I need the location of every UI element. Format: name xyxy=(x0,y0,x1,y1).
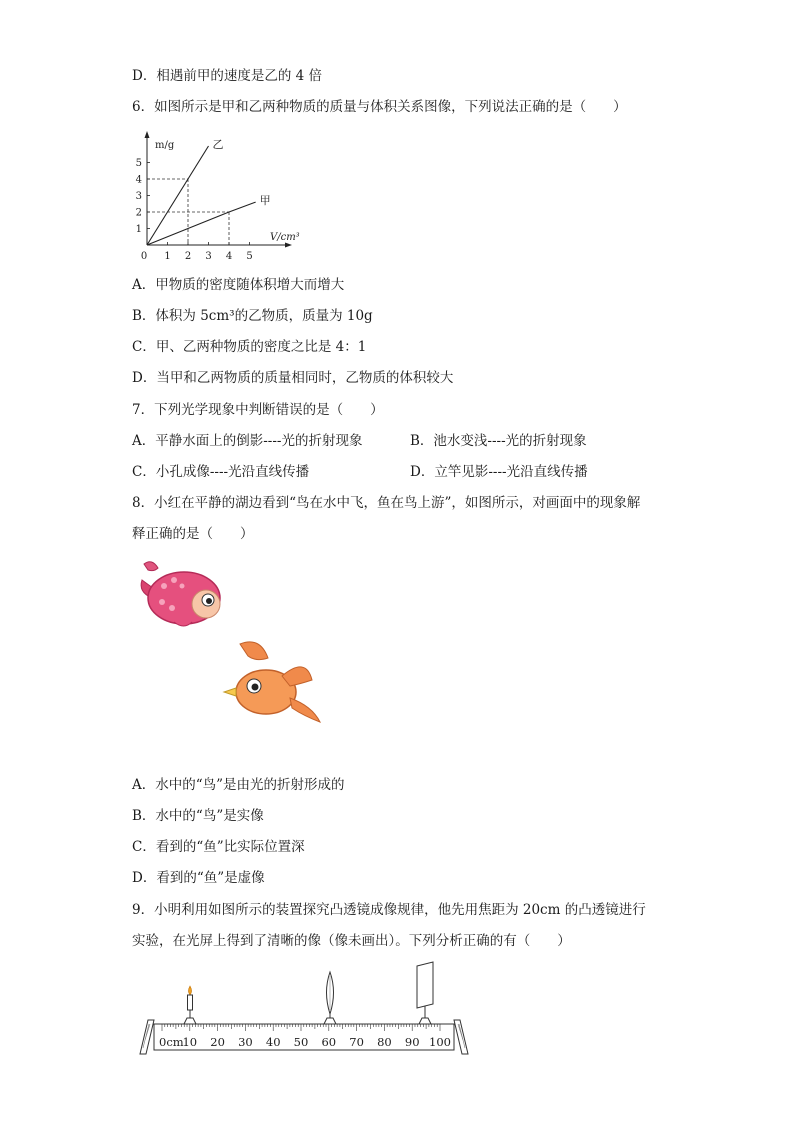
bench-label-1: 10 xyxy=(182,1035,198,1049)
convex-lens xyxy=(324,972,336,1024)
mass-volume-chart xyxy=(132,128,300,268)
x-tick-label-0: 0 xyxy=(140,251,148,262)
y-axis-arrow xyxy=(145,131,150,138)
y-tick-label-1: 2 xyxy=(135,207,142,219)
bench-label-6: 60 xyxy=(321,1035,337,1049)
q7-stem: 7．下列光学现象中判断错误的是（ ） xyxy=(132,402,384,418)
bench-label-7: 70 xyxy=(349,1035,364,1049)
q8-stem-line2: 释正确的是（ ） xyxy=(132,526,254,542)
candle xyxy=(184,986,196,1024)
y-axis-label: m/g xyxy=(155,140,175,151)
series-label-1: 甲 xyxy=(259,194,271,208)
x-axis-label: V/cm³ xyxy=(270,232,300,243)
q8-option-b: B．水中的“鸟”是实像 xyxy=(132,808,264,824)
series-line-1 xyxy=(147,202,256,245)
q6-stem: 6．如图所示是甲和乙两种物质的质量与体积关系图像，下列说法正确的是（ ） xyxy=(132,99,627,115)
x-tick-label-2: 2 xyxy=(184,251,192,262)
q7-option-c: C．小孔成像----光沿直线传播 xyxy=(132,464,310,480)
q9-stem-line2: 实验，在光屏上得到了清晰的像（像未画出）。下列分析正确的有（ ） xyxy=(132,933,571,949)
bench-stand-right xyxy=(454,1020,468,1054)
q7-option-a: A．平静水面上的倒影----光的折射现象 xyxy=(132,433,363,449)
y-tick-label-0: 1 xyxy=(135,224,142,235)
bench-label-3: 30 xyxy=(238,1035,253,1049)
bench-label-8: 80 xyxy=(377,1035,392,1049)
q8-option-a: A．水中的“鸟”是由光的折射形成的 xyxy=(132,777,345,793)
q6-option-c: C．甲、乙两种物质的密度之比是 4：1 xyxy=(132,339,367,355)
q7-option-d: D．立竿见影----光沿直线传播 xyxy=(410,464,588,480)
q8-option-d: D．看到的“鱼”是虚像 xyxy=(132,870,265,886)
bench-label-9: 90 xyxy=(404,1035,420,1049)
x-tick-label-1: 1 xyxy=(164,251,171,262)
bench-label-4: 40 xyxy=(265,1035,281,1049)
q6-option-d: D．当甲和乙两物质的质量相同时，乙物质的体积较大 xyxy=(132,370,454,386)
x-tick-label-4: 4 xyxy=(225,251,233,262)
bench-label-10: 100 xyxy=(429,1035,451,1049)
series-label-0: 乙 xyxy=(212,138,224,151)
q9-stem-line1: 9．小明利用如图所示的装置探究凸透镜成像规律，他先用焦距为 20cm 的凸透镜进行 xyxy=(132,902,646,918)
q6-option-b: B．体积为 5cm³的乙物质，质量为 10g xyxy=(132,308,373,324)
q7-option-b: B．池水变浅----光的折射现象 xyxy=(410,433,587,449)
q8-stem-line1: 8．小红在平静的湖边看到“鸟在水中飞，鱼在鸟上游”，如图所示，对画面中的现象解 xyxy=(132,495,641,511)
bench-stand-left xyxy=(140,1020,154,1054)
x-axis-arrow xyxy=(285,243,292,248)
y-tick-label-4: 5 xyxy=(135,158,142,169)
x-tick-label-3: 3 xyxy=(205,251,212,262)
x-tick-label-5: 5 xyxy=(246,251,253,262)
q5-option-d: D．相遇前甲的速度是乙的 4 倍 xyxy=(132,68,322,84)
optical-bench xyxy=(134,958,479,1058)
bench-label-5: 50 xyxy=(293,1035,309,1049)
bench-label-2: 20 xyxy=(210,1035,225,1049)
bird-illustration xyxy=(220,636,324,724)
y-tick-label-2: 3 xyxy=(135,191,142,202)
series-line-0 xyxy=(147,146,209,245)
light-screen xyxy=(417,962,433,1024)
fish-illustration xyxy=(134,556,229,632)
q8-option-c: C．看到的“鱼”比实际位置深 xyxy=(132,839,305,855)
bench-label-0: 0cm xyxy=(159,1035,184,1049)
y-tick-label-3: 4 xyxy=(135,174,142,186)
q6-option-a: A．甲物质的密度随体积增大而增大 xyxy=(132,277,345,293)
